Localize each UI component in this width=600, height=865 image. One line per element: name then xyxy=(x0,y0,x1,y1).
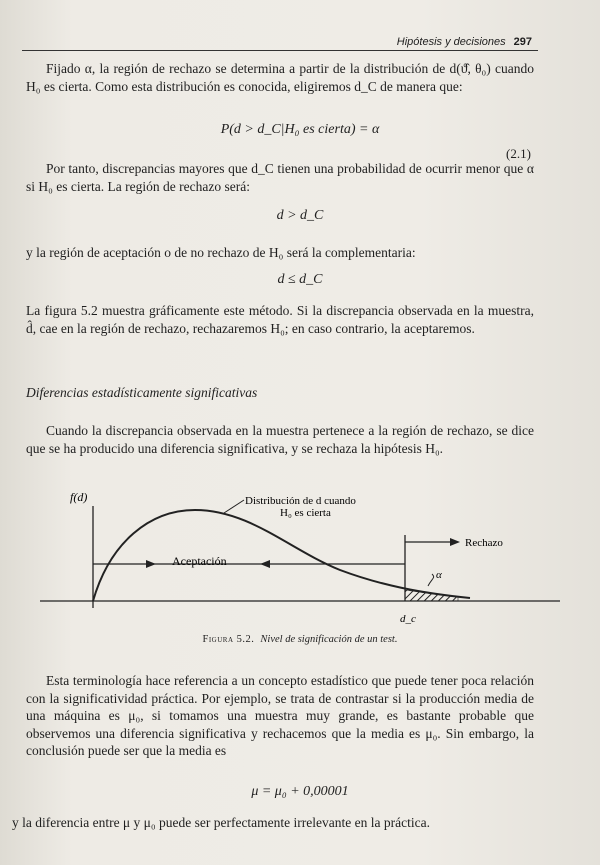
accept-label: Aceptación xyxy=(172,554,227,568)
accept-arrowhead-left xyxy=(260,560,270,568)
paragraph-5: Cuando la discrepancia observada en la muestra pertenece a la región de rechazo, se dice que se ha producido una diferencia significativa, y se rechaza la hipótesis H₀. xyxy=(26,423,534,456)
section-title: Diferencias estadísticamente significativas xyxy=(26,385,258,400)
paragraph-4: La figura 5.2 muestra gráficamente este método. Si la discrepancia observada en la muestra, d̂, cae en la región de rechazo, rechazaremos H₀; en caso contrario, la aceptaremos. xyxy=(26,303,534,336)
figure-caption xyxy=(0,634,600,645)
equation-reject-region: d > d_C xyxy=(276,208,324,223)
paragraph-7: y la diferencia entre μ y μ₀ puede ser perfectamente irrelevante en la práctica. xyxy=(12,815,430,830)
equation-accept-region: d ≤ d_C xyxy=(277,272,323,287)
alpha-leader xyxy=(428,574,434,586)
paragraph-6: Esta terminología hace referencia a un concepto estadístico que puede tener poca relación con la significatividad práctica. Por ejemplo, se trata de contrastar si la producción media de una máquina es μ₀, si tomamos una muestra muy grande, es bastante probable que observemos una diferencia significativa y rechacemos que la media es μ₀. Sin embargo, la conclusión puede ser que la media es xyxy=(26,673,534,758)
paragraph-3: y la región de aceptación o de no rechazo de H₀ será la complementaria: xyxy=(26,245,416,260)
alpha-label: α xyxy=(436,569,442,581)
curve-label-leader xyxy=(224,500,244,513)
paragraph-1: Fijado α, la región de rechazo se determina a partir de la distribución de d(ϑ̂, θ₀) cuando H₀ es cierta. Como esta distribución es conocida, eligiremos d_C de manera que: xyxy=(26,61,534,94)
equation-2-1: P(d > d_C|H₀ es cierta) = α xyxy=(220,122,380,137)
critical-label: d_c xyxy=(400,613,416,625)
reject-arrowhead xyxy=(450,538,460,546)
accept-arrowhead-right xyxy=(146,560,156,568)
caption-text: Nivel de significación de un test. xyxy=(260,634,398,645)
running-title: Hipótesis y decisiones xyxy=(396,36,506,48)
curve-label-line2: H₀ es cierta xyxy=(280,507,331,519)
figure-5-2 xyxy=(0,480,600,630)
density-curve xyxy=(93,510,470,601)
running-head xyxy=(397,36,532,48)
paragraph-2: Por tanto, discrepancias mayores que d_C tienen una probabilidad de ocurrir menor que α si H₀ es cierta. La región de rechazo será: xyxy=(26,161,534,194)
equation-number: (2.1) xyxy=(506,146,531,161)
equation-mean: μ = μ₀ + 0,00001 xyxy=(251,784,349,799)
caption-label: Figura 5.2. xyxy=(202,634,255,645)
reject-label: Rechazo xyxy=(465,537,503,549)
header-rule xyxy=(22,50,538,51)
curve-label-line1: Distribución de d cuando xyxy=(245,495,356,507)
y-axis-label: f(d) xyxy=(70,490,88,504)
page-number: 297 xyxy=(513,36,532,48)
